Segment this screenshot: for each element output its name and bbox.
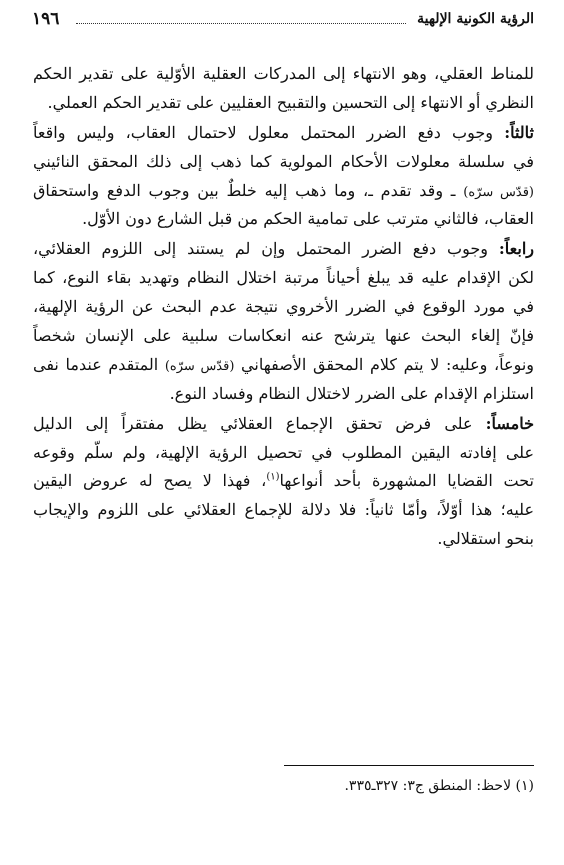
text-span: على فرض تحقق الإجماع العقلائي يظل مفتقراً إلى الدليل (33, 413, 486, 433)
paragraph-continuation (33, 60, 534, 118)
text-line: في سلسلة معلولات الأحكام المولوية كما ذهب إلى ذلك المحقق النائيني (33, 151, 534, 171)
honorific-mark: (قدّس سرّه) (463, 184, 534, 200)
text-line (33, 119, 534, 148)
text-line: لكن الإقدام عليه قد يبلغ أحياناً مرتبة اختلال النظام وتهديد بقاء النوع، كما (33, 268, 534, 288)
text-line (33, 410, 534, 439)
text-line (33, 351, 534, 380)
text-line (33, 467, 534, 496)
text-line: النظري أو الانتهاء إلى التحسين والتقبيح العقليين على تقدير الحكم العملي. (47, 92, 534, 112)
header-dotted-leader (76, 23, 406, 24)
paragraph-fifth (33, 410, 534, 554)
paragraph-third (33, 119, 534, 235)
text-span: ، فهذا لا يصح له عروض اليقين (33, 471, 267, 491)
running-title: الرؤية الكونية الإلهية (417, 11, 534, 27)
text-line (33, 235, 534, 264)
text-line: في مورد الوقوع في الضرر الأخروي نتيجة عدم البحث عن الرؤية الإلهية، (33, 297, 534, 317)
text-span: ونوعاً، وعليه: لا يتم كلام المحقق الأصفهاني (234, 354, 534, 374)
paragraph-lead: خامساً: (485, 413, 534, 433)
text-line: عليه؛ هذا أوّلاً، وأمّا ثانياً: فلا دلالة للإجماع العقلائي على اللزوم والإيجاب (33, 500, 534, 520)
paragraph-lead: رابعاً: (498, 239, 534, 259)
footnote-separator (284, 765, 534, 766)
footnote: (١) لاحظ: المنطق ج٣: ٣٢٧ـ٣٣٥. (344, 778, 534, 794)
text-span: تحت القضايا المشهورة بأحد أنواعها (279, 471, 534, 491)
text-line: العقاب، فالثاني مترتب على تمامية الحكم من قبل الشارع دون الأوّل. (82, 209, 534, 229)
text-span: وجوب دفع الضرر المحتمل معلول لاحتمال العقاب، وليس واقعاً (33, 122, 505, 142)
text-line: فإنّ إلغاء البحث عنها يترشح عنه انعكاسات سلبية على الإنسان شخصاً (33, 326, 534, 346)
page-body (33, 60, 534, 554)
text-span: ـ وقد تقدم ـ، وما ذهب إليه خلطٌ بين وجوب الدفع واستحقاق (33, 180, 464, 200)
text-line: بنحو استقلالي. (437, 529, 534, 549)
footnote-reference[interactable]: (١) (266, 472, 280, 484)
paragraph-lead: ثالثاً: (504, 122, 534, 142)
honorific-mark: (قدّس سرّه) (164, 358, 235, 374)
page-number: ١٩٦ (32, 9, 60, 29)
paragraph-fourth (33, 235, 534, 408)
page-header (32, 8, 534, 36)
text-span: وجوب دفع الضرر المحتمل وإن لم يستند إلى اللزوم العقلائي، (33, 239, 499, 259)
text-line: للمناط العقلي، وهو الانتهاء إلى المدركات العقلية الأوّلية على تقدير الحكم (33, 64, 534, 83)
text-span: المتقدم عندما نفى (33, 354, 165, 374)
text-line: استلزام الإقدام على الضرر لاختلال النظام وفساد النوع. (169, 383, 534, 403)
text-line (33, 177, 534, 206)
text-line: على إفادته اليقين المطلوب في تحصيل الرؤية الإلهية، ولم سلّم وقوعه (33, 442, 534, 462)
